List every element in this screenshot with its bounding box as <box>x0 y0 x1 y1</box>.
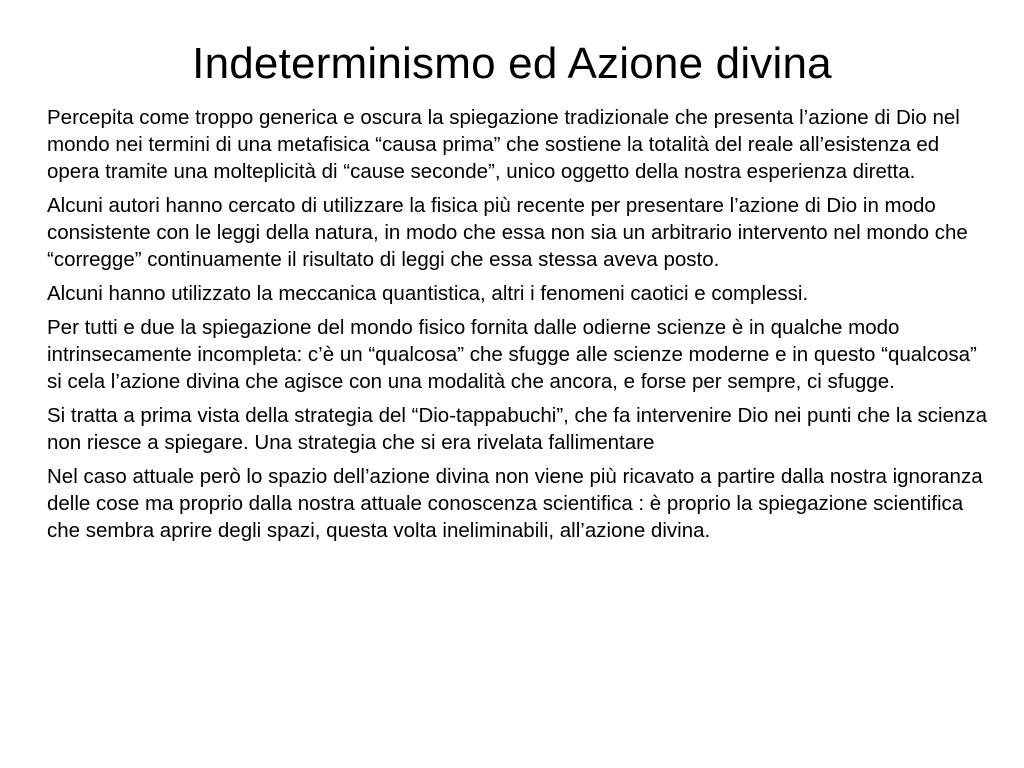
slide-title: Indeterminismo ed Azione divina <box>192 39 832 88</box>
paragraph-3: Alcuni hanno utilizzato la meccanica quantistica, altri i fenomeni caotici e complessi. <box>47 282 809 305</box>
paragraph-1: Percepita come troppo generica e oscura la spiegazione tradizionale che presenta l’azione di Dio nel mondo nei termini di una metafisica “causa prima” che sostiene la totalità del reale all’esistenza ed opera tramite una molteplicità di “cause seconde”, unico oggetto della nostra esperienza diretta. <box>47 106 960 183</box>
paragraph-2: Alcuni autori hanno cercato di utilizzare la fisica più recente per presentare l’azione di Dio in modo consistente con le leggi della natura, in modo che essa non sia un arbitrario intervento nel mondo che “corregge” continuamente il risultato di leggi che essa stessa aveva posto. <box>47 194 968 271</box>
paragraph-6: Nel caso attuale però lo spazio dell’azione divina non viene più ricavato a partire dalla nostra ignoranza delle cose ma proprio dalla nostra attuale conoscenza scientifica : è proprio la spiegazione scientifica che sembra aprire degli spazi, questa volta ineliminabili, all’azione divina. <box>47 465 983 542</box>
slide-body <box>47 104 997 551</box>
paragraph-5: Si tratta a prima vista della strategia del “Dio-tappabuchi”, che fa intervenire Dio nei punti che la scienza non riesce a spiegare. Una strategia che si era rivelata fallimentare <box>47 404 988 454</box>
paragraph-4: Per tutti e due la spiegazione del mondo fisico fornita dalle odierne scienze è in qualche modo intrinsecamente incompleta: c’è un “qualcosa” che sfugge alle scienze moderne e in questo “qualcosa” si cela l’azione divina che agisce con una modalità che ancora, e forse per sempre, ci sfugge. <box>47 316 977 393</box>
